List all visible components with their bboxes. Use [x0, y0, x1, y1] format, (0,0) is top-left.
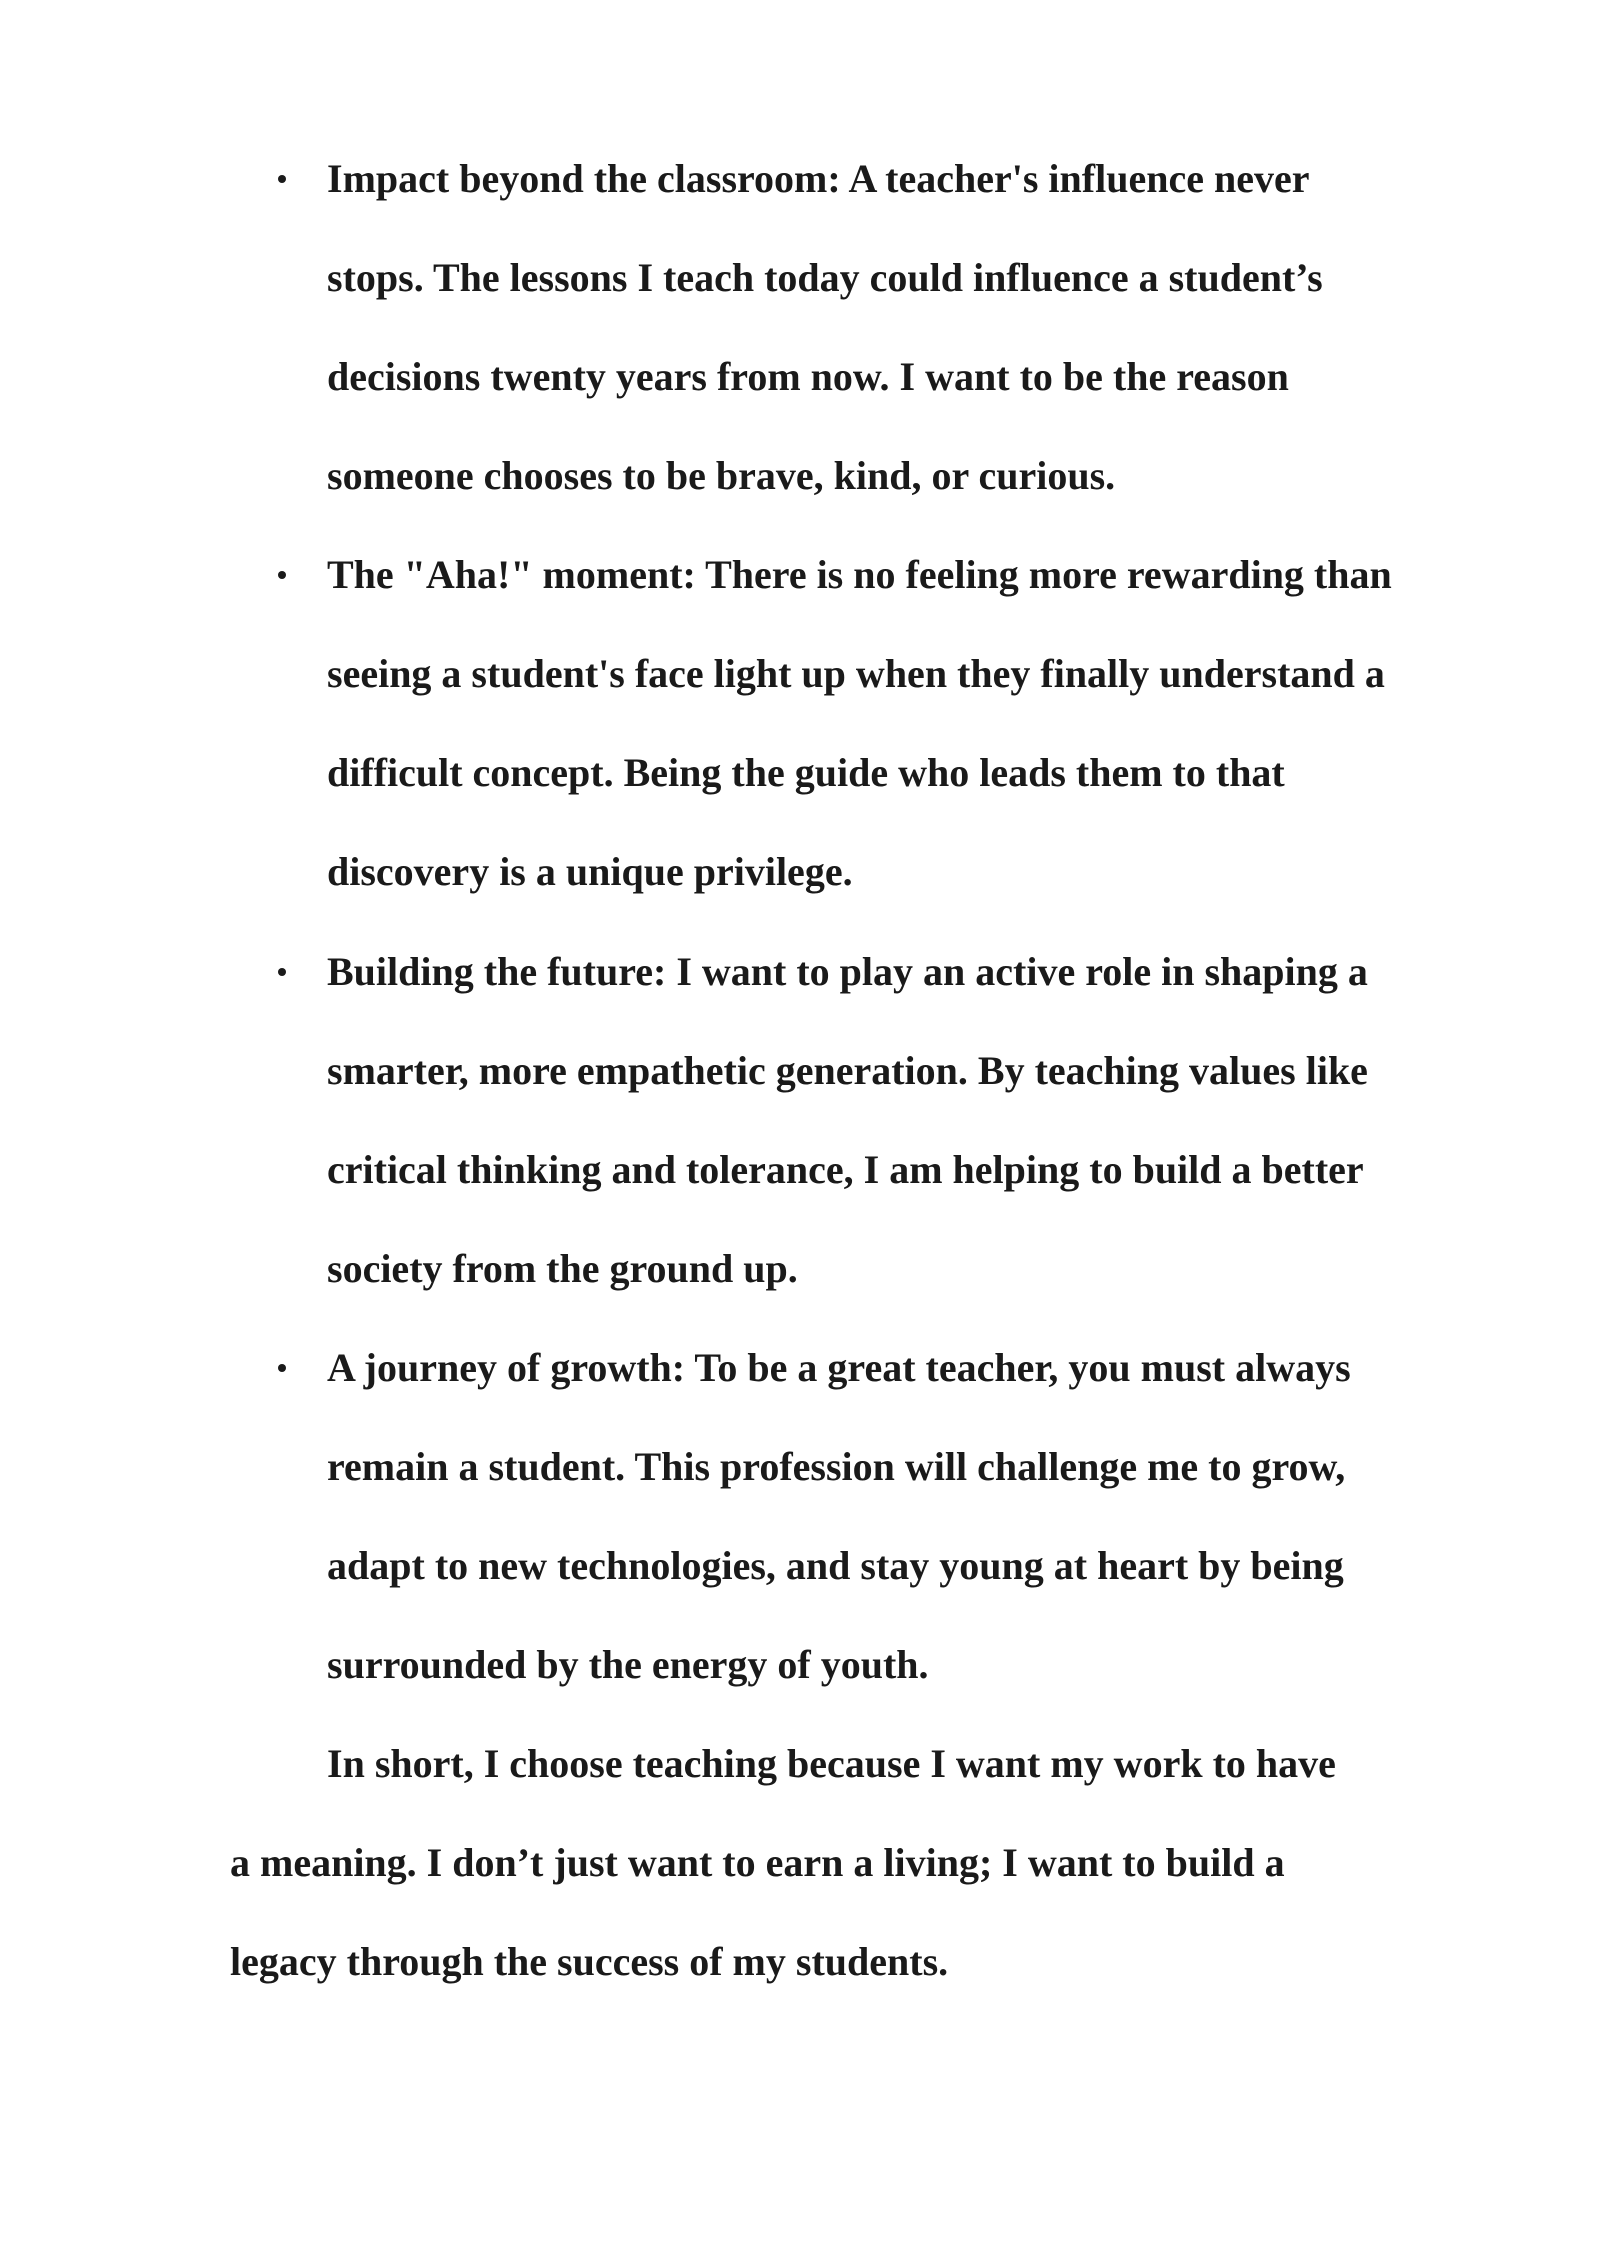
bullet-4-line-3: adapt to new technologies, and stay young at heart by being [327, 1543, 1344, 1588]
bullet-4-line-4: surrounded by the energy of youth. [327, 1642, 929, 1687]
bullet-4-line-1: A journey of growth: To be a great teacher, you must always [327, 1345, 1351, 1390]
bullet-3-line-4: society from the ground up. [327, 1246, 798, 1291]
bullet-1-line-3: decisions twenty years from now. I want to be the reason [327, 354, 1289, 399]
bullet-marker [273, 129, 291, 228]
conclusion-line-2: a meaning. I don’t just want to earn a living; I want to build a [230, 1840, 1285, 1885]
bullet-2-line-4: discovery is a unique privilege. [327, 849, 853, 894]
bullet-1-line-1: Impact beyond the classroom: A teacher's influence never [327, 156, 1310, 201]
bullet-2-line-1: The "Aha!" moment: There is no feeling more rewarding than [327, 552, 1392, 597]
bullet-1-line-4: someone chooses to be brave, kind, or curious. [327, 453, 1116, 498]
bullet-3-line-2: smarter, more empathetic generation. By teaching values like [327, 1048, 1368, 1093]
conclusion-line-1: In short, I choose teaching because I want my work to have [327, 1741, 1336, 1786]
bullet-marker [273, 922, 291, 1021]
bullet-3-line-1: Building the future: I want to play an active role in shaping a [327, 949, 1368, 994]
bullet-4-line-2: remain a student. This profession will challenge me to grow, [327, 1444, 1346, 1489]
conclusion-line-3: legacy through the success of my students. [230, 1939, 949, 1984]
bullet-marker [273, 1318, 291, 1417]
bullet-2-line-2: seeing a student's face light up when they finally understand a [327, 651, 1385, 696]
bullet-3-line-3: critical thinking and tolerance, I am helping to build a better [327, 1147, 1364, 1192]
bullet-2-line-3: difficult concept. Being the guide who leads them to that [327, 750, 1285, 795]
bullet-marker [273, 525, 291, 624]
bullet-1-line-2: stops. The lessons I teach today could influence a student’s [327, 255, 1323, 300]
